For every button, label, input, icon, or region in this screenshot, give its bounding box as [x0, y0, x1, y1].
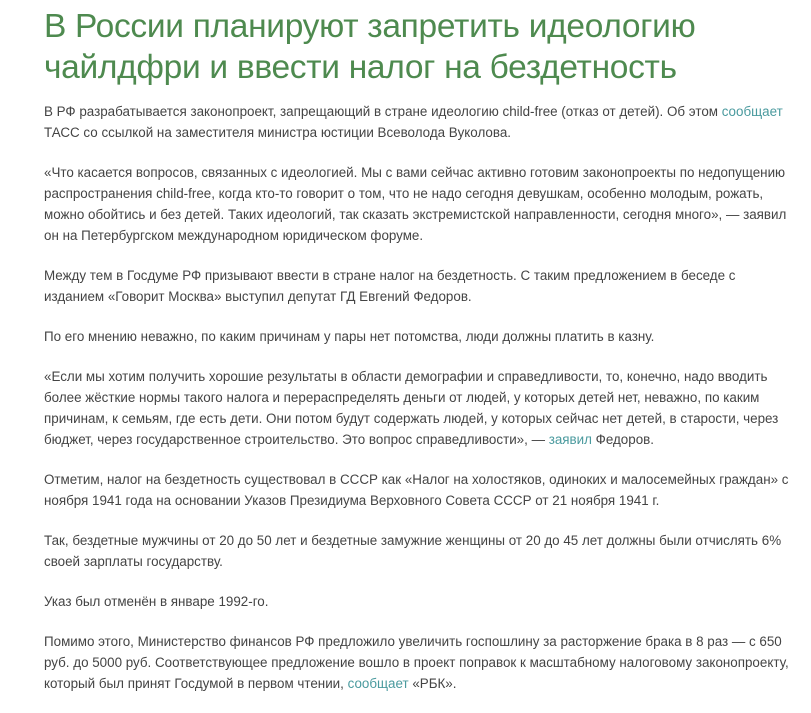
paragraph-4: По его мнению неважно, по каким причинам у пары нет потомства, люди должны платить в казну. — [44, 329, 655, 344]
paragraph-9-text-before: Помимо этого, Министерство финансов РФ предложило увеличить госпошлину за расторжение брака в 8 раз — с 650 руб. до 5000 руб. Соответствующее предложение вошло в проект поправок к масштабному налоговому законопроекту, который был принят Госдумой в первом чтении, — [44, 634, 789, 691]
paragraph-5-text-after: Федоров. — [591, 432, 654, 447]
paragraph-6: Отметим, налог на бездетность существовал в СССР как «Налог на холостяков, одиноких и малосемейных граждан» с ноября 1941 года на основании Указов Президиума Верховного Совета СССР от 21 ноября 1941 г. — [44, 472, 789, 508]
paragraph-8: Указ был отменён в январе 1992-го. — [44, 594, 269, 609]
paragraph-1 — [44, 101, 789, 143]
paragraph-3: Между тем в Госдуме РФ призывают ввести в стране налог на бездетность. С таким предложением в беседе с изданием «Говорит Москва» выступил депутат ГД Евгений Федоров. — [44, 268, 736, 304]
article-title: В России планируют запретить идеологию чайлдфри и ввести налог на бездетность — [44, 8, 696, 86]
article-body — [44, 101, 789, 694]
fedorov-source-link[interactable]: заявил — [548, 432, 592, 447]
rbc-source-link[interactable]: сообщает — [347, 676, 409, 691]
paragraph-9 — [44, 631, 789, 694]
paragraph-5-quote — [44, 366, 789, 450]
paragraph-2-quote: «Что касается вопросов, связанных с идеологией. Мы с вами сейчас активно готовим законопроекты по недопущению распространения child-free, когда кто-то говорит о том, что не надо сегодня девушкам, особенно молодым, рожать, можно обойтись и без детей. Таких идеологий, так сказать экстремистской направленности, сегодня много», — заявил он на Петербургском международном юридическом форуме. — [44, 165, 787, 243]
paragraph-9-text-after: «РБК». — [408, 676, 457, 691]
paragraph-1-text-after: ТАСС со ссылкой на заместителя министра юстиции Всеволода Вуколова. — [44, 125, 511, 140]
paragraph-1-text-before: В РФ разрабатывается законопроект, запрещающий в стране идеологию child-free (отказ от детей). Об этом — [44, 104, 722, 119]
tass-source-link[interactable]: сообщает — [721, 104, 783, 119]
paragraph-7: Так, бездетные мужчины от 20 до 50 лет и бездетные замужние женщины от 20 до 45 лет должны были отчислять 6% своей зарплаты государству. — [44, 533, 782, 569]
paragraph-5-text-before: «Если мы хотим получить хорошие результаты в области демографии и справедливости, то, конечно, надо вводить более жёсткие нормы такого налога и перераспределять деньги от людей, у которых детей нет, неважно, по каким причинам, к семьям, где есть дети. Они потом будут содержать людей, у которых сейчас нет детей, в старости, через бюджет, через государственное строительство. Это вопрос справедливости», — — [44, 369, 779, 447]
article — [44, 6, 789, 713]
